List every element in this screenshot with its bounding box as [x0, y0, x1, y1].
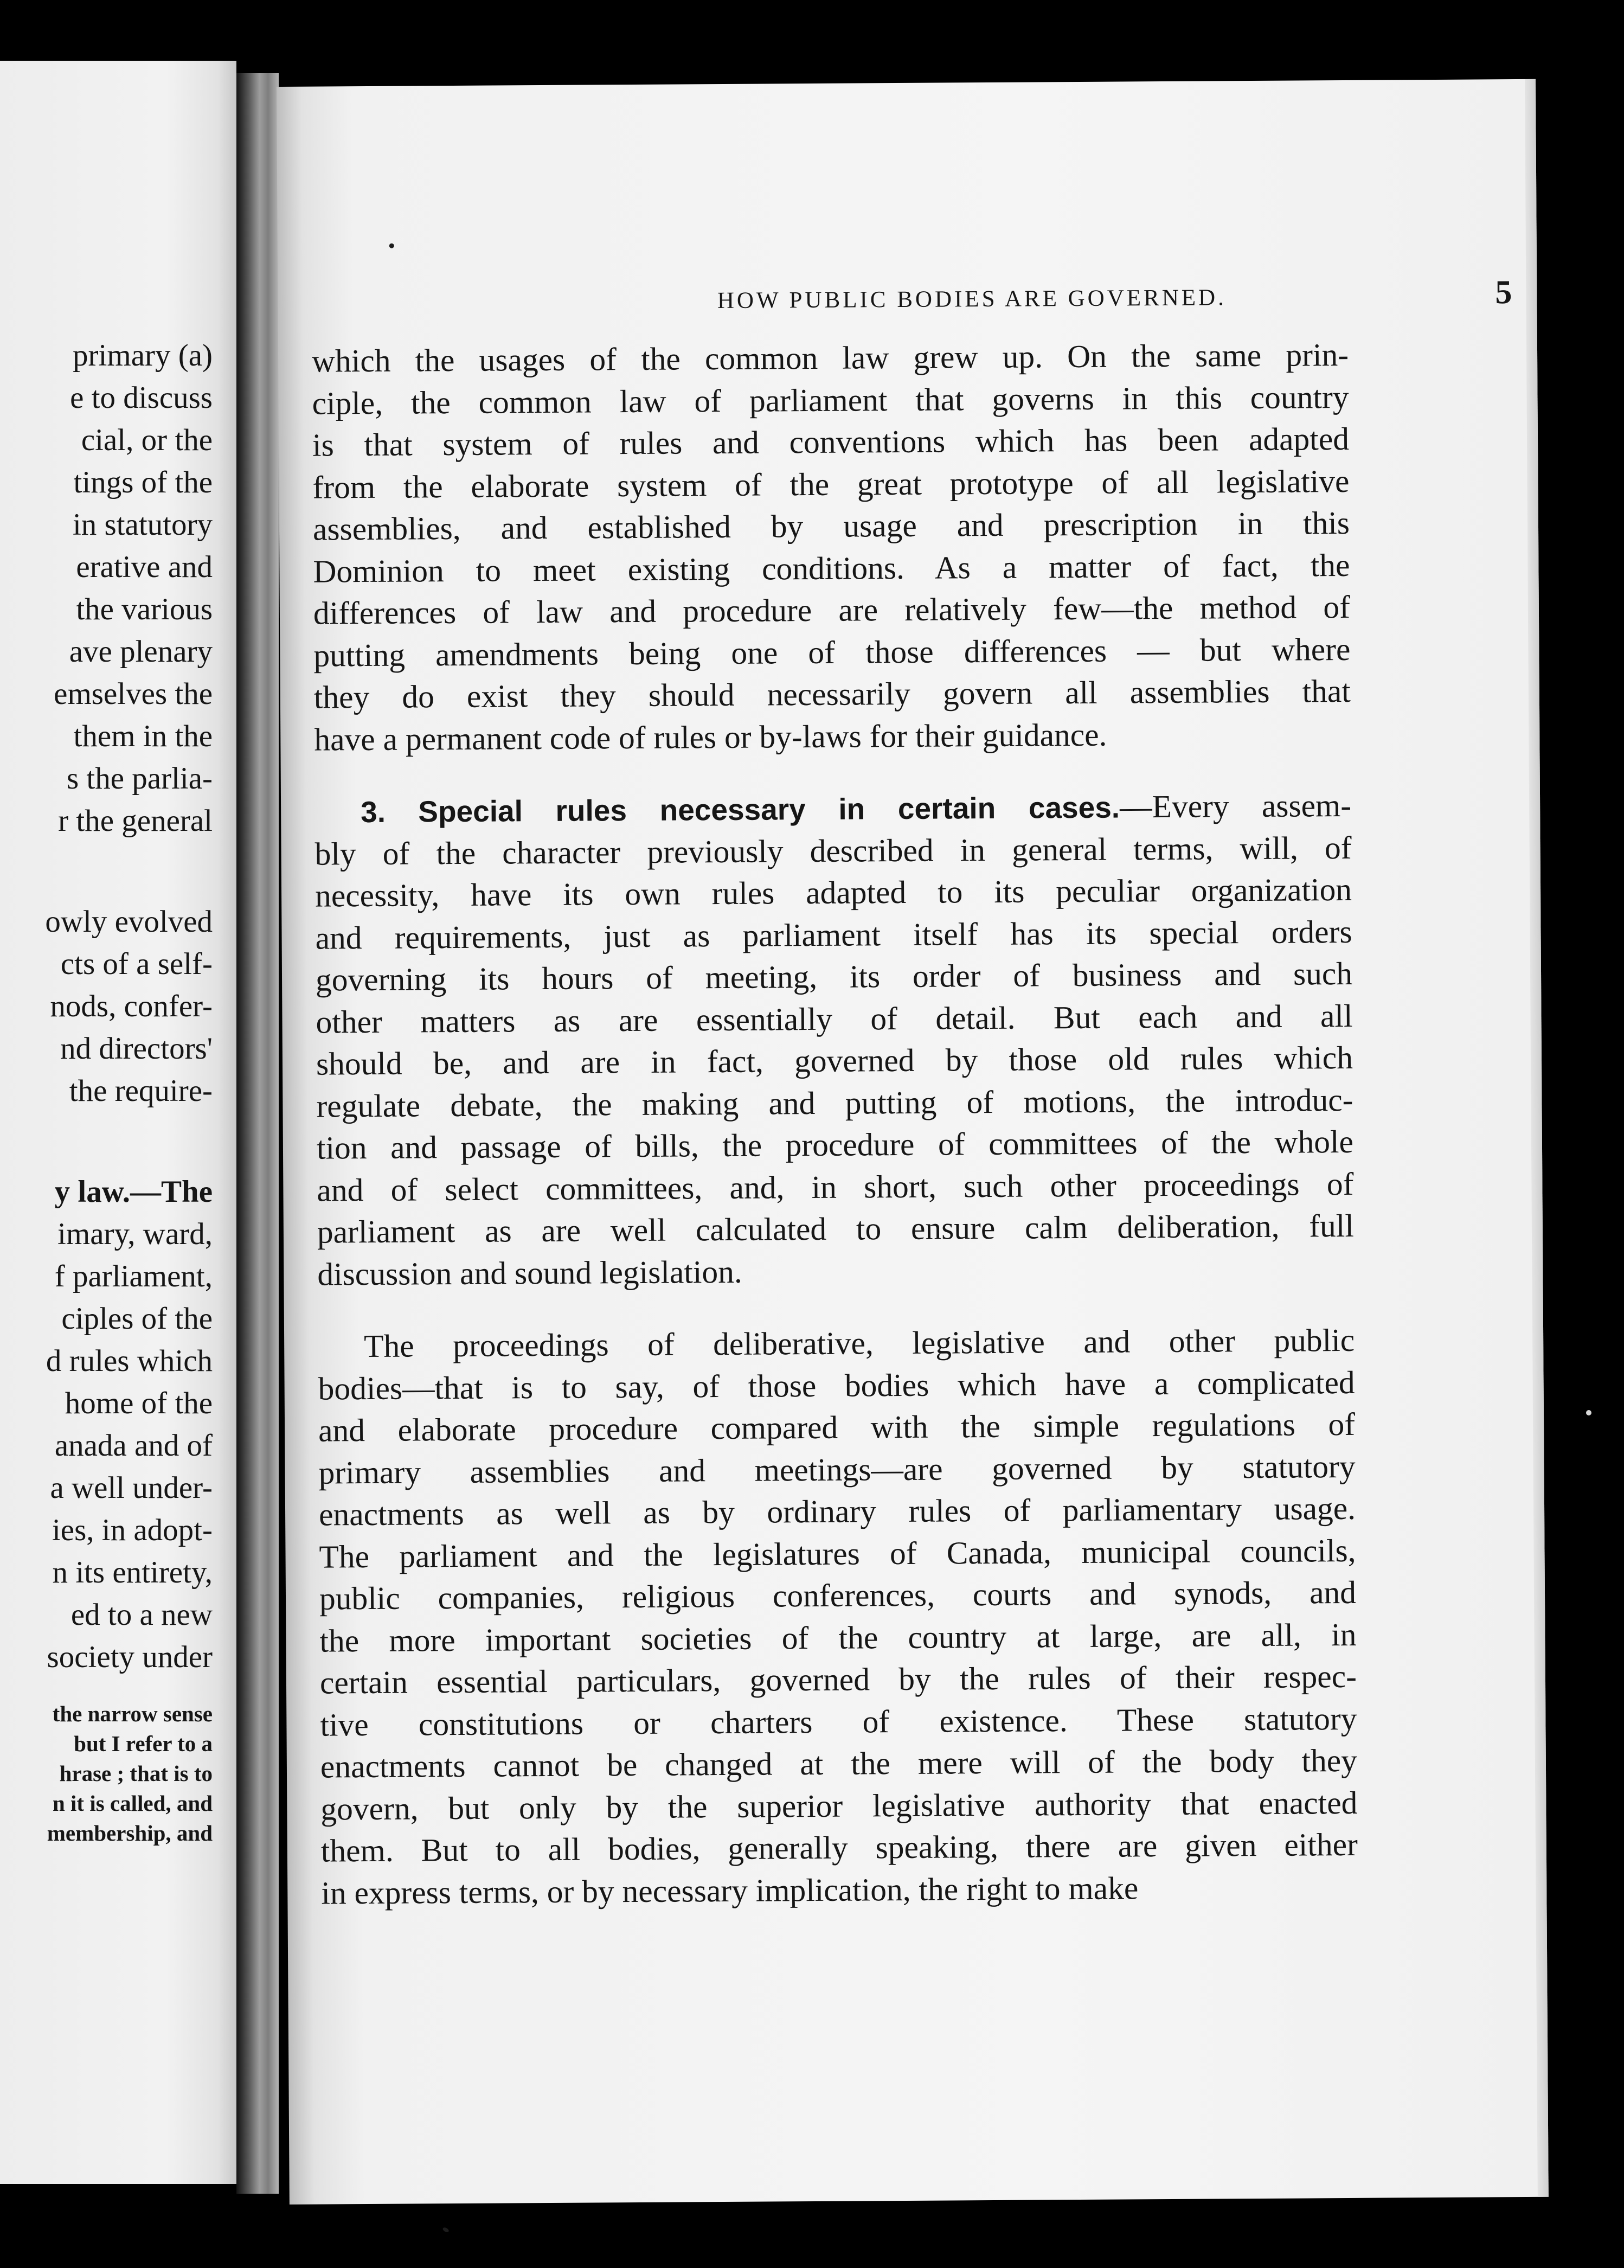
text-line: the more important societies of the country at large, are all, in: [319, 1616, 1357, 1659]
text-line: certain essential particulars, governed by the rules of their respec-: [319, 1658, 1357, 1701]
facing-line: imary, ward,: [57, 1217, 213, 1251]
facing-line: nods, confer-: [50, 989, 213, 1023]
text-line: and elaborate procedure compared with the simple regulations of: [318, 1406, 1356, 1449]
facing-line: tings of the: [73, 465, 213, 499]
text-line: other matters as are essentially of detail. But each and all: [316, 997, 1353, 1040]
facing-page-text: [0, 335, 213, 1848]
text-line: Dominion to meet existing conditions. As a matter of fact, the: [313, 547, 1350, 590]
text-line: should be, and are in fact, governed by those old rules which: [316, 1039, 1353, 1082]
page-edge: [1525, 79, 1549, 2197]
facing-footnote-line: but I refer to a: [74, 1731, 213, 1756]
text-line: govern, but only by the superior legislative authority that enacted: [320, 1784, 1358, 1827]
text-fragment: —Every assem-: [1119, 787, 1352, 825]
facing-line: emselves the: [54, 677, 213, 711]
text-line: they do exist they should necessarily govern all assemblies that: [313, 672, 1351, 715]
section-heading: Special rules necessary in certain cases.: [418, 790, 1120, 829]
text-line: putting amendments being one of those differences — but where: [313, 631, 1351, 674]
facing-line: n its entirety,: [52, 1555, 213, 1590]
paragraph-1: [312, 334, 1351, 761]
facing-line: home of the: [65, 1386, 213, 1420]
book-gutter: [236, 73, 279, 2194]
facing-footnote-line: the narrow sense: [52, 1701, 213, 1726]
facing-line: anada and of: [54, 1428, 213, 1463]
facing-line: the various: [76, 592, 213, 626]
section-3: [314, 785, 1355, 1296]
text-line: regulate debate, the making and putting of motions, the introduc-: [316, 1081, 1353, 1124]
facing-line: nd directors': [60, 1032, 213, 1066]
facing-line: cts of a self-: [60, 947, 213, 981]
facing-line: erative and: [76, 550, 213, 584]
text-line: and of select committees, and, in short, such other proceedings of: [317, 1165, 1354, 1208]
ink-speck: [442, 2227, 450, 2233]
facing-line: society under: [47, 1640, 213, 1674]
facing-line: ies, in adopt-: [52, 1513, 213, 1547]
text-line: primary assemblies and meetings—are governed by statutory: [318, 1448, 1356, 1491]
section-heading-line: [314, 785, 1351, 833]
facing-line: primary (a): [73, 338, 213, 373]
section-number: 3.: [360, 795, 386, 829]
facing-line: ed to a new: [70, 1598, 213, 1632]
facing-footnote-line: n it is called, and: [52, 1791, 213, 1816]
text-line: which the usages of the common law grew up. On the same prin-: [311, 336, 1349, 379]
facing-line: owly evolved: [45, 905, 213, 939]
text-line: public companies, religious conferences, courts and synods, and: [319, 1574, 1357, 1617]
body-text: [312, 334, 1358, 1914]
book-page: [277, 79, 1549, 2205]
text-line: in express terms, or by necessary implication, the right to make: [321, 1869, 1139, 1911]
text-line: The parliament and the legislatures of Canada, municipal councils,: [319, 1532, 1356, 1575]
text-line: discussion and sound legislation.: [317, 1253, 742, 1292]
text-line: bodies—that is to say, of those bodies which have a complicated: [318, 1364, 1355, 1407]
ink-speck: [1586, 1410, 1591, 1415]
text-line: ciple, the common law of parliament that governs in this country: [312, 379, 1349, 421]
text-line: parliament as are well calculated to ensure calm deliberation, full: [317, 1207, 1355, 1250]
facing-footnote-line: membership, and: [47, 1821, 213, 1846]
facing-line: cial, or the: [81, 423, 213, 457]
text-line: from the elaborate system of the great prototype of all legislative: [312, 463, 1350, 505]
running-head: HOW PUBLIC BODIES ARE GOVERNED.: [717, 285, 1227, 314]
facing-footnote-line: hrase ; that is to: [59, 1761, 213, 1786]
ink-speck: [389, 244, 394, 248]
text-line: assemblies, and established by usage and prescription in this: [312, 504, 1350, 547]
facing-line: y law.—The: [54, 1175, 213, 1209]
text-line: tive constitutions or charters of existence. These statutory: [320, 1700, 1357, 1743]
facing-line: s the parlia-: [66, 761, 213, 796]
text-line: bly of the character previously described in general terms, will, of: [314, 829, 1352, 872]
text-line: governing its hours of meeting, its order of business and such: [315, 955, 1353, 998]
facing-line: ave plenary: [69, 635, 213, 669]
text-line: necessity, have its own rules adapted to its peculiar organization: [314, 871, 1352, 914]
text-line: differences of law and procedure are relatively few—the method of: [313, 588, 1351, 631]
text-line: tion and passage of bills, the procedure of committees of the whole: [316, 1123, 1354, 1166]
facing-page-fragment: [0, 61, 236, 2184]
facing-line: the require-: [69, 1074, 213, 1108]
text-line: them. But to all bodies, generally speaking, there are given either: [320, 1826, 1358, 1869]
facing-line: them in the: [73, 719, 213, 753]
facing-line: f parliament,: [54, 1259, 213, 1293]
facing-line: a well under-: [50, 1471, 213, 1505]
text-line: The proceedings of deliberative, legislative and other public: [363, 1322, 1355, 1364]
text-line: enactments as well as by ordinary rules of parliamentary usage.: [318, 1490, 1356, 1533]
text-line: enactments cannot be changed at the mere will of the body they: [320, 1742, 1358, 1785]
text-line: is that system of rules and conventions which has been adapted: [312, 420, 1350, 463]
page-number: 5: [1495, 274, 1512, 311]
facing-line: d rules which: [46, 1344, 213, 1378]
paragraph-3: [318, 1319, 1358, 1914]
facing-line: ciples of the: [61, 1302, 213, 1336]
text-line: and requirements, just as parliament itself has its special orders: [315, 913, 1352, 956]
facing-line: e to discuss: [70, 381, 213, 415]
text-line: have a permanent code of rules or by-laws for their guidance.: [314, 716, 1107, 758]
facing-line: r the general: [58, 804, 213, 838]
facing-line: in statutory: [72, 508, 213, 542]
